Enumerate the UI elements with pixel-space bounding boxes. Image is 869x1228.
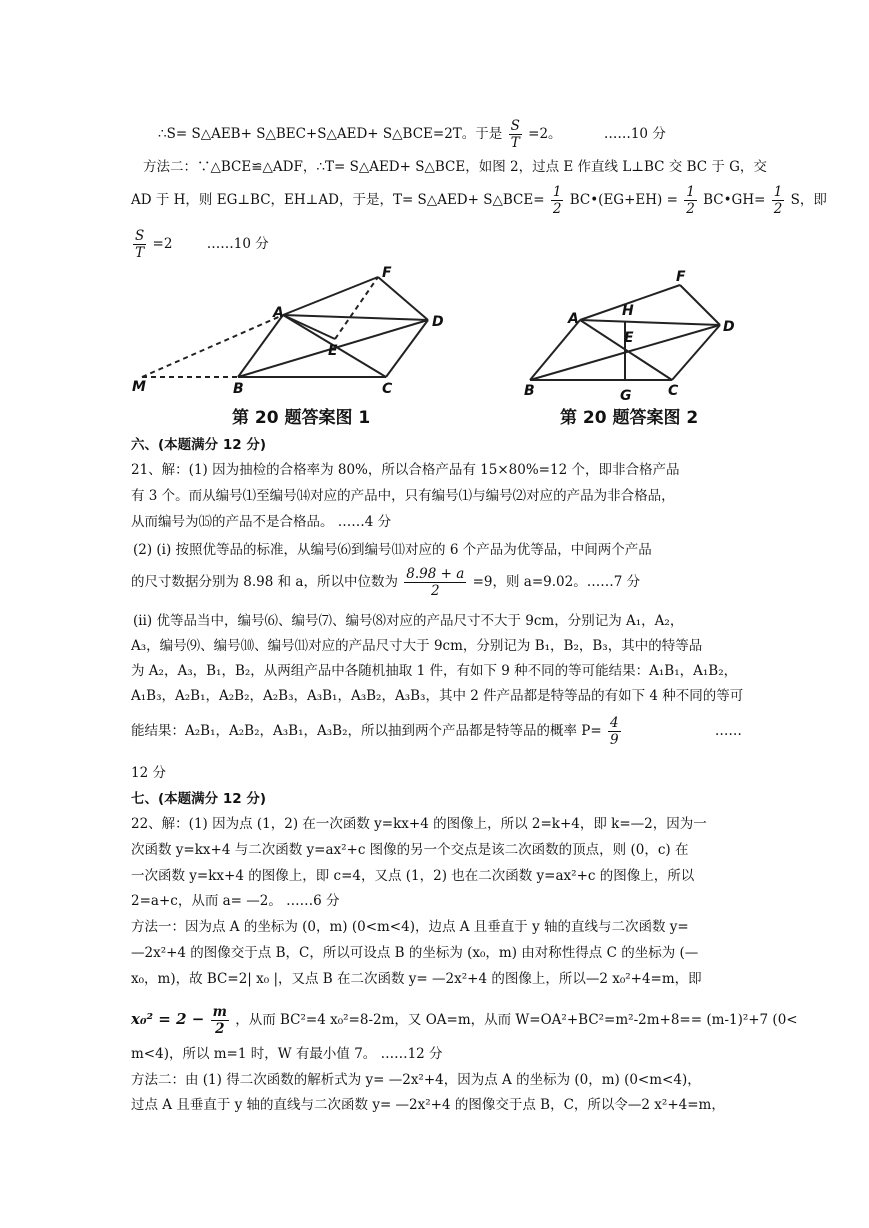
text-line: A₃，编号⑼、编号⑽、编号⑾对应的产品尺寸大于 9cm，分别记为 B₁，B₂，B₃，其中的特等品 bbox=[131, 638, 703, 654]
figure-1-caption: 第 20 题答案图 1 bbox=[232, 408, 371, 428]
text-line: 次函数 y=kx+4 与二次函数 y=ax²+c 图像的另一个交点是该二次函数的顶点，则 (0，c) 在 bbox=[131, 842, 689, 858]
text-line: 22、解：(1) 因为点 (1，2) 在一次函数 y=kx+4 的图像上，所以 2=k+4，即 k=—2，因为一 bbox=[131, 816, 707, 832]
figure-2 bbox=[520, 265, 750, 425]
text-line: x₀² = 2 − $\frac{m}{2}$ ，从而 BC²=4 x₀²=8-2m，又 OA=m，从而 W=OA²+BC²=m²-2m+8== (m-1)²+7 (0< bbox=[131, 1004, 798, 1037]
text-line: 2=a+c，从而 a= —2。 ……6 分 bbox=[131, 893, 340, 909]
figure-2-diagram bbox=[520, 265, 750, 425]
text-line: 能结果：A₂B₁，A₂B₂，A₃B₁，A₃B₂，所以抽到两个产品都是特等品的概率 P= $\frac{4}{9}$ …… bbox=[131, 715, 742, 748]
point-label-m: M bbox=[132, 379, 146, 395]
score-note: ……10 分 bbox=[603, 126, 666, 142]
text-line: A₁B₃，A₂B₁，A₂B₂，A₂B₃，A₃B₁，A₃B₂，A₃B₃，其中 2 件产品都是特等品的有如下 4 种不同的等可 bbox=[131, 688, 744, 704]
figure-2-caption: 第 20 题答案图 2 bbox=[560, 408, 699, 428]
text-line: x₀，m)，故 BC=2| x₀ |，又点 B 在二次函数 y= —2x²+4 的图像上，所以—2 x₀²+4=m，即 bbox=[131, 971, 702, 987]
section-heading-6: 六、(本题满分 12 分) bbox=[131, 437, 267, 453]
text-line: 方法二：∵△BCE≌△ADF，∴T= S△AED+ S△BCE，如图 2，过点 E 作直线 L⊥BC 交 BC 于 G，交 bbox=[143, 159, 767, 175]
text-line: (2) (ⅰ) 按照优等品的标准，从编号⑹到编号⑾对应的 6 个产品为优等品，中间两个产品 bbox=[133, 542, 652, 558]
text-line: 过点 A 且垂直于 y 轴的直线与二次函数 y= —2x²+4 的图像交于点 B，C，所以令—2 x²+4=m， bbox=[131, 1097, 725, 1113]
score-note: ……10 分 bbox=[206, 236, 269, 252]
segment-cd bbox=[386, 320, 428, 377]
text: ∴S= S△AEB+ S△BEC+S△AED+ S△BCE=2T。于是 bbox=[158, 126, 503, 142]
point-label-b: B bbox=[233, 381, 244, 397]
equation-x0: x₀² = 2 − bbox=[131, 1010, 205, 1028]
text-line: $\frac{S}{T}$ =2 ……10 分 bbox=[135, 228, 269, 261]
segment-ab bbox=[530, 320, 580, 380]
section-heading-7: 七、(本题满分 12 分) bbox=[131, 791, 267, 807]
fraction-m-over-2: $\frac{m}{2}$ bbox=[212, 1004, 227, 1037]
point-label-b: B bbox=[524, 383, 535, 399]
point-label-h: H bbox=[622, 303, 634, 319]
segment-ma-dashed bbox=[142, 315, 283, 377]
segment-ad bbox=[580, 320, 720, 325]
text-line: 的尺寸数据分别为 8.98 和 a，所以中位数为 $\frac{8.98 + a}{2}$ =9，则 a=9.02。……7 分 bbox=[131, 566, 641, 599]
figure-1 bbox=[128, 265, 478, 425]
point-label-e: E bbox=[328, 343, 338, 359]
point-label-e: E bbox=[624, 330, 634, 346]
point-label-g: G bbox=[620, 388, 632, 404]
segment-cd bbox=[672, 325, 720, 380]
point-label-a: A bbox=[568, 311, 579, 327]
text-line bbox=[158, 118, 768, 151]
fraction-probability: $\frac{4}{9}$ bbox=[609, 715, 619, 748]
fraction-half: $\frac{1}{2}$ bbox=[773, 184, 783, 217]
segment-ad bbox=[283, 315, 428, 320]
text-line: 21、解：(1) 因为抽检的合格率为 80%，所以合格产品有 15×80%=12 个，即非合格产品 bbox=[131, 462, 680, 478]
text-line: —2x²+4 的图像交于点 B，C，所以可设点 B 的坐标为 (x₀，m) 由对称性得点 C 的坐标为 (— bbox=[131, 945, 699, 961]
segment-fd bbox=[378, 277, 428, 320]
point-label-c: C bbox=[382, 381, 393, 397]
text-line: (ⅱ) 优等品当中，编号⑹、编号⑺、编号⑻对应的产品尺寸不大于 9cm，分别记为 A₁，A₂， bbox=[133, 613, 684, 629]
fraction-median: $\frac{8.98 + a}{2}$ bbox=[406, 566, 465, 599]
text-line: 方法二：由 (1) 得二次函数的解析式为 y= —2x²+4，因为点 A 的坐标为 (0，m) (0<m<4)， bbox=[131, 1072, 701, 1088]
text: =2。 bbox=[528, 126, 562, 142]
point-label-f: F bbox=[382, 265, 392, 281]
text-line: 有 3 个。而从编号⑴至编号⒁对应的产品中，只有编号⑴与编号⑵对应的产品为非合格品， bbox=[131, 488, 675, 504]
figure-1-diagram bbox=[128, 265, 478, 425]
segment-fd bbox=[680, 285, 720, 325]
point-label-d: D bbox=[723, 319, 735, 335]
text-line: 为 A₂，A₃，B₁，B₂，从两组产品中各随机抽取 1 件，有如下 9 种不同的等可能结果：A₁B₁，A₁B₂， bbox=[131, 663, 738, 679]
text-line: m<4)，所以 m=1 时，W 有最小值 7。 ……12 分 bbox=[131, 1046, 443, 1062]
text-line: AD 于 H，则 EG⊥BC，EH⊥AD，于是，T= S△AED+ S△BCE= $\frac{1}{2}$ BC•(EG+EH) = $\frac{1}{2}$ BC•GH= $\frac{1}{2}$ S，即 bbox=[131, 184, 827, 217]
segment-ae bbox=[283, 315, 335, 339]
fraction-half: $\frac{1}{2}$ bbox=[552, 184, 562, 217]
text-line: 一次函数 y=kx+4 的图像上，即 c=4，又点 (1，2) 也在二次函数 y=ax²+c 的图像上，所以 bbox=[131, 868, 695, 884]
segment-af bbox=[283, 277, 378, 315]
point-label-f: F bbox=[676, 269, 686, 285]
point-label-c: C bbox=[668, 383, 679, 399]
text-line: 12 分 bbox=[131, 765, 166, 781]
text-line: 方法一：因为点 A 的坐标为 (0，m) (0<m<4)，边点 A 且垂直于 y 轴的直线与二次函数 y= bbox=[131, 919, 689, 935]
point-label-a: A bbox=[273, 305, 284, 321]
fraction-half: $\frac{1}{2}$ bbox=[686, 184, 695, 217]
fraction-s-over-t: $\frac{S}{T}$ bbox=[510, 118, 520, 151]
fraction-s-over-t: $\frac{S}{T}$ bbox=[135, 228, 145, 261]
text-line: 从而编号为⒂的产品不是合格品。 ……4 分 bbox=[131, 514, 392, 530]
point-label-d: D bbox=[432, 314, 444, 330]
